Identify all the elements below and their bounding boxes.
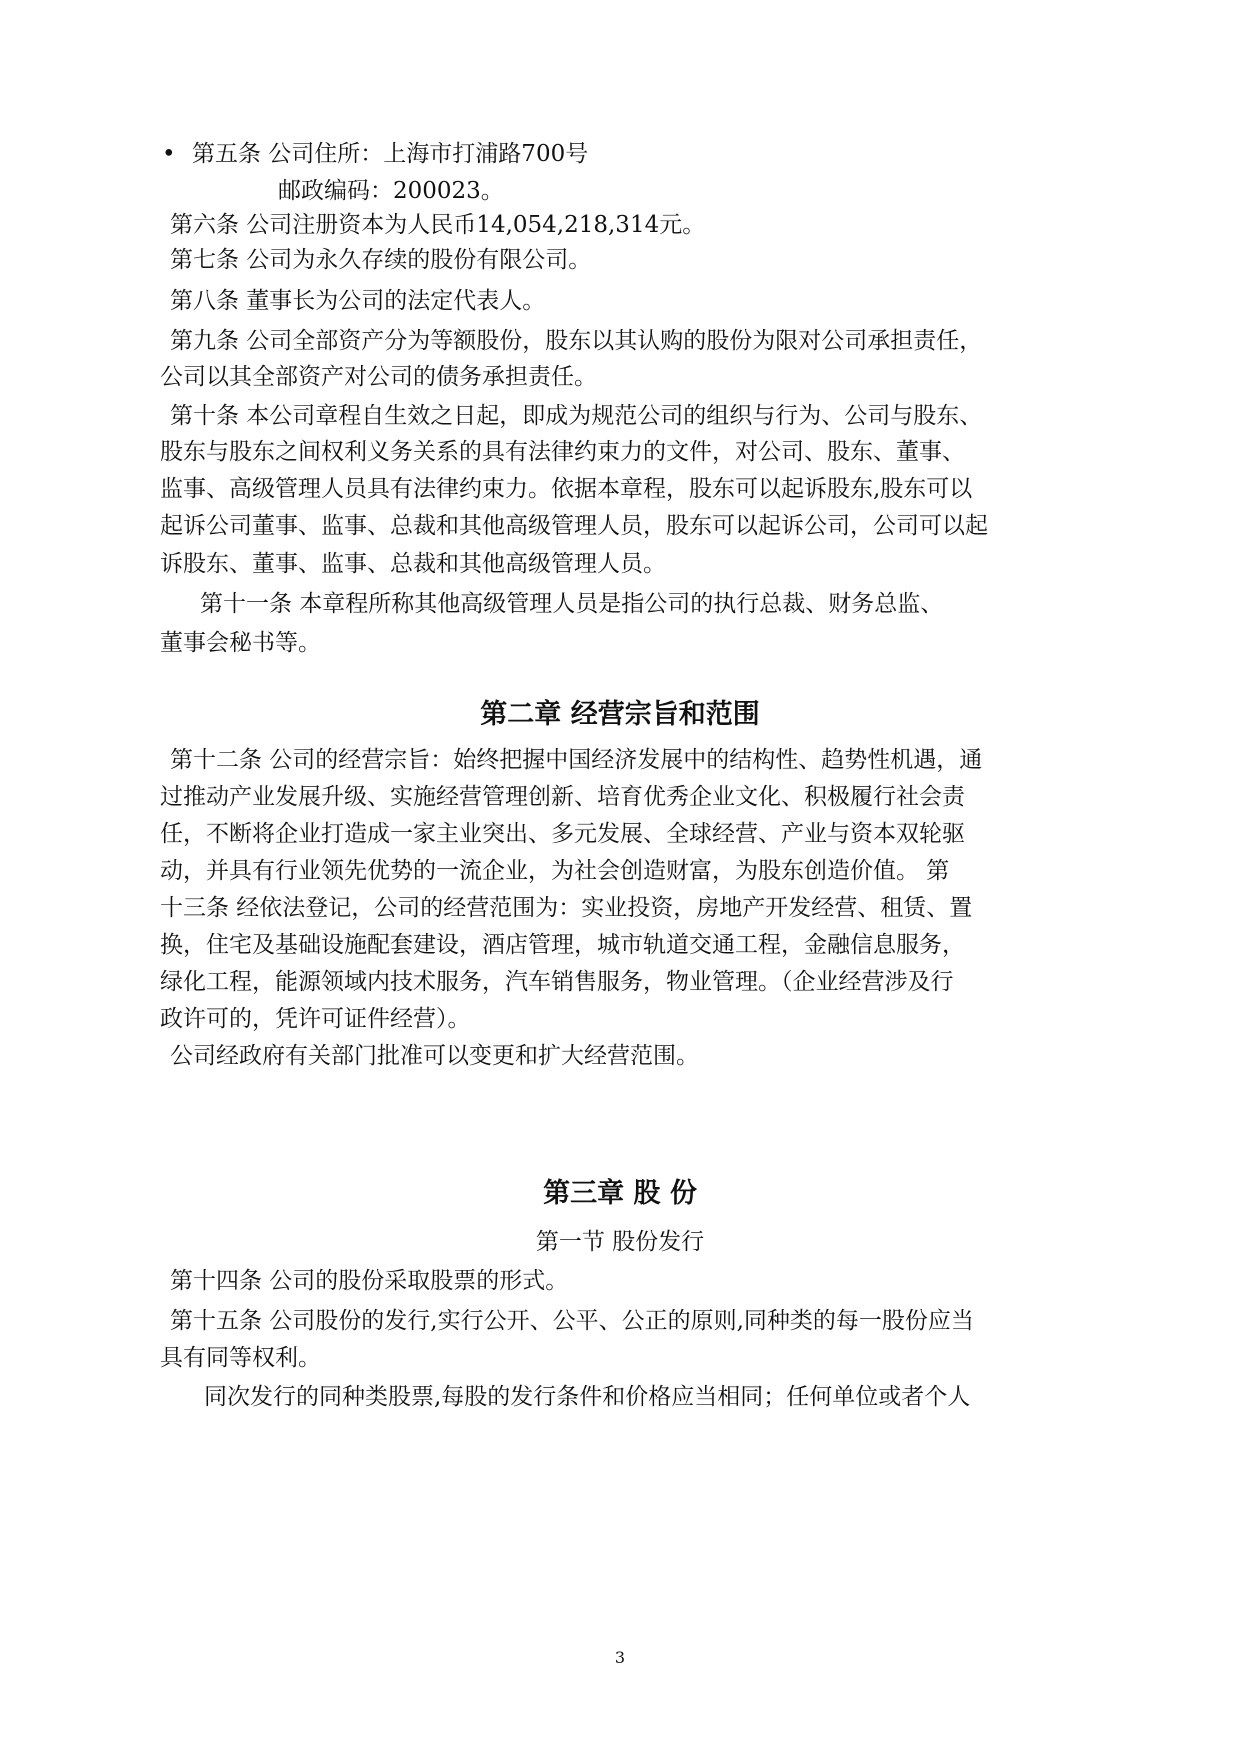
article-12-line-4: 动，并具有行业领先优势的一流企业，为社会创造财富，为股东创造价值。 第 [160,858,950,884]
article-10-line-2: 股东与股东之间权利义务关系的具有法律约束力的文件，对公司、股东、董事、 [160,439,965,465]
article-15-line-2: 具有同等权利。 [160,1345,321,1371]
article-12-line-2: 过推动产业发展升级、实施经营管理创新、培育优秀企业文化、积极履行社会责 [160,784,965,810]
article-15-line-3: 同次发行的同种类股票,每股的发行条件和价格应当相同；任何单位或者个人 [204,1384,971,1410]
article-10-line-3: 监事、高级管理人员具有法律约束力。依据本章程，股东可以起诉股东,股东可以 [160,476,973,502]
postal-code-line: 邮政编码：200023。 [278,178,504,204]
chapter-2-heading: 第二章 经营宗旨和范围 [480,699,760,730]
article-11-line-1: 第十一条 本章程所称其他高级管理人员是指公司的执行总裁、财务总监、 [200,591,944,617]
article-7-line: 第七条 公司为永久存续的股份有限公司。 [170,247,592,273]
article-14-line: 第十四条 公司的股份采取股票的形式。 [170,1268,569,1294]
article-10-line-5: 诉股东、董事、监事、总裁和其他高级管理人员。 [160,551,666,577]
article-13-line-4: 政许可的，凭许可证件经营）。 [160,1006,471,1032]
article-10-line-4: 起诉公司董事、监事、总裁和其他高级管理人员，股东可以起诉公司，公司可以起 [160,513,988,539]
article-8-line: 第八条 董事长为公司的法定代表人。 [170,288,546,314]
bullet-icon: • [162,141,176,167]
article-6-line: 第六条 公司注册资本为人民币14,054,218,314元。 [170,212,706,238]
article-13-line-2: 换，住宅及基础设施配套建设，酒店管理，城市轨道交通工程，金融信息服务， [160,932,965,958]
article-13-line-1: 十三条 经依法登记，公司的经营范围为：实业投资，房地产开发经营、租赁、置 [160,895,973,921]
article-10-line-1: 第十条 本公司章程自生效之日起，即成为规范公司的组织与行为、公司与股东、 [170,403,983,429]
article-15-line-1: 第十五条 公司股份的发行,实行公开、公平、公正的原则,同种类的每一股份应当 [170,1308,974,1334]
article-11-line-2: 董事会秘书等。 [160,630,321,656]
page-number: 3 [614,1648,626,1667]
section-1-heading: 第一节 股份发行 [535,1229,705,1255]
article-13-line-3: 绿化工程，能源领域内技术服务，汽车销售服务，物业管理。（企业经营涉及行 [160,969,954,995]
article-13-line-5: 公司经政府有关部门批准可以变更和扩大经营范围。 [170,1043,699,1069]
article-9-line-1: 第九条 公司全部资产分为等额股份，股东以其认购的股份为限对公司承担责任， [170,328,983,354]
article-12-line-3: 任，不断将企业打造成一家主业突出、多元发展、全球经营、产业与资本双轮驱 [160,821,965,847]
article-12-line-1: 第十二条 公司的经营宗旨：始终把握中国经济发展中的结构性、趋势性机遇，通 [170,747,983,773]
chapter-3-heading: 第三章 股 份 [543,1178,697,1209]
article-5-line: • 第五条 公司住所：上海市打浦路700号 [162,138,588,170]
article-9-line-2: 公司以其全部资产对公司的债务承担责任。 [160,364,597,390]
